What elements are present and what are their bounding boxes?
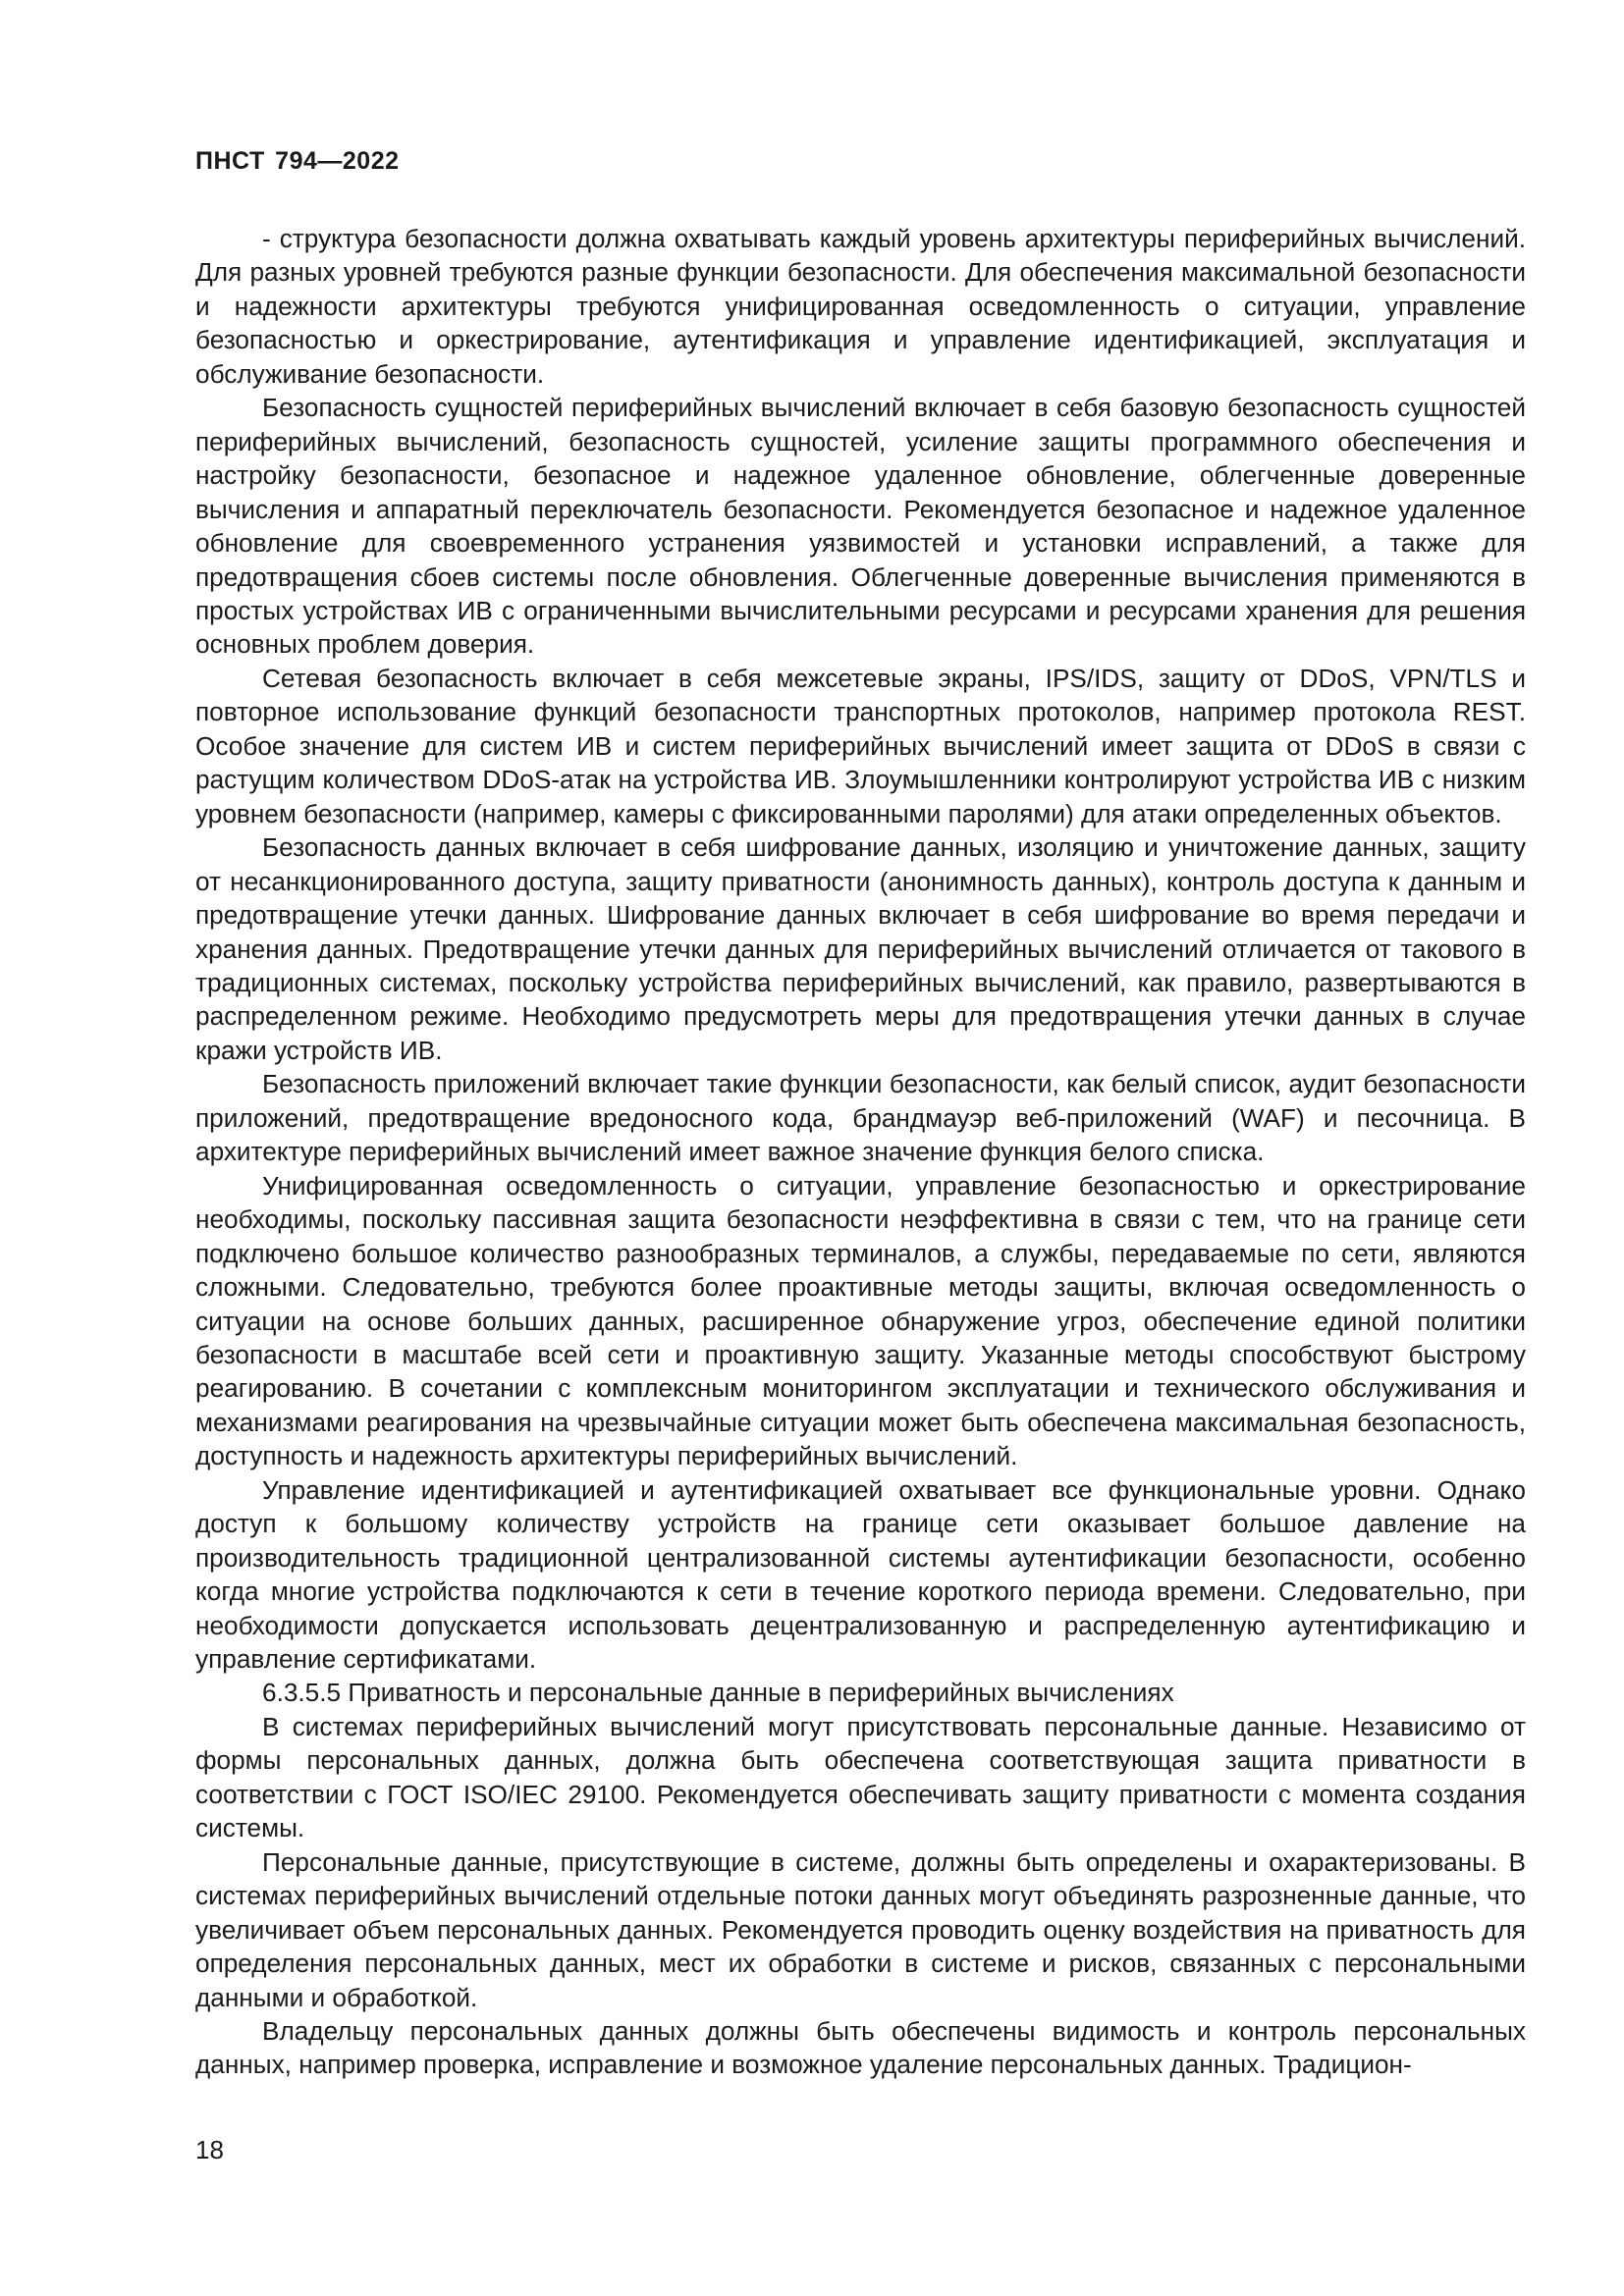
paragraph-entity-security: Безопасность сущностей периферийных вычислений включает в себя базовую безопасность сущностей периферийных вычислений, безопасность сущностей, усиление защиты программного обеспечения и настройку безопасности, безопасное и надежное удаленное обновление, облегченные доверенные вычисления и аппаратный переключатель безопасности. Рекомендуется безопасное и надежное удаленное обновление для своевременного устранения уязвимостей и установки исправлений, а также для предотвращения сбоев системы после обновления. Облегченные доверенные вычисления применяются в простых устройствах ИВ с ограниченными вычислительными ресурсами и ресурсами хранения для решения основных проблем доверия.: [195, 393, 1526, 660]
document-body: [195, 222, 1526, 2082]
paragraph-situation-awareness: Унифицированная осведомленность о ситуации, управление безопасностью и оркестрирование необходимы, поскольку пассивная защита безопасности неэффективна в связи с тем, что на границе сети подключено большое количество разнообразных терминалов, а службы, передаваемые по сети, являются сложными. Следовательно, требуются более проактивные методы защиты, включая осведомленность о ситуации на основе больших данных, расширенное обнаружение угроз, обеспечение единой политики безопасности в масштабе всей сети и проактивную защиту. Указанные методы способствуют быстрому реагированию. В сочетании с комплексным мониторингом эксплуатации и технического обслуживания и механизмами реагирования на чрезвычайные ситуации может быть обеспечена максимальная безопасность, доступность и надежность архитектуры периферийных вычислений.: [195, 1170, 1526, 1471]
section-heading-privacy: 6.3.5.5 Приватность и персональные данные в периферийных вычислениях: [262, 1678, 1174, 1708]
paragraph-application-security: Безопасность приложений включает такие функции безопасности, как белый список, аудит безопасности приложений, предотвращение вредоносного кода, брандмауэр веб-приложений (WAF) и песочница. В архитектуре периферийных вычислений имеет важное значение функция белого списка.: [195, 1069, 1526, 1167]
page-number: 18: [195, 2135, 224, 2164]
paragraph-security-structure: - структура безопасности должна охватывать каждый уровень архитектуры периферийных вычислений. Для разных уровней требуются разные функции безопасности. Для обеспечения максимальной безопасности и надежности архитектуры требуются унифицированная осведомленность о ситуации, управление безопасностью и оркестрирование, аутентификация и управление идентификацией, эксплуатация и обслуживание безопасности.: [195, 224, 1526, 389]
paragraph-data-security: Безопасность данных включает в себя шифрование данных, изоляцию и уничтожение данных, защиту от несанкционированного доступа, защиту приватности (анонимность данных), контроль доступа к данным и предотвращение утечки данных. Шифрование данных включает в себя шифрование во время передачи и хранения данных. Предотвращение утечки данных для периферийных вычислений отличается от такового в традиционных системах, поскольку устройства периферийных вычислений, как правило, развертываются в распределенном режиме. Необходимо предусмотреть меры для предотвращения утечки данных в случае кражи устройств ИВ.: [195, 832, 1526, 1065]
paragraph-network-security: Сетевая безопасность включает в себя межсетевые экраны, IPS/IDS, защиту от DDoS, VPN/TLS и повторное использование функций безопасности транспортных протоколов, например протокола REST. Особое значение для систем ИВ и систем периферийных вычислений имеет защита от DDoS в связи с растущим количеством DDoS-атак на устройства ИВ. Злоумышленники контролируют устройства ИВ с низким уровнем безопасности (например, камеры с фиксированными паролями) для атаки определенных объектов.: [195, 663, 1526, 828]
paragraph-privacy-protection: В системах периферийных вычислений могут присутствовать персональные данные. Независимо от формы персональных данных, должна быть обеспечена соответствующая защита приватности в соответствии с ГОСТ ISO/IEC 29100. Рекомендуется обеспечивать защиту приватности с момента создания системы.: [195, 1711, 1526, 1843]
paragraph-identity-management: Управление идентификацией и аутентификацией охватывает все функциональные уровни. Однако доступ к большому количеству устройств на границе сети оказывает большое давление на производительность традиционной централизованной системы аутентификации безопасности, особенно когда многие устройства подключаются к сети в течение короткого периода времени. Следовательно, при необходимости допускается использовать децентрализованную и распределенную аутентификацию и управление сертификатами.: [195, 1474, 1526, 1675]
paragraph-personal-data-identification: Персональные данные, присутствующие в системе, должны быть определены и охарактеризованы. В системах периферийных вычислений отдельные потоки данных могут объединять разрозненные данные, что увеличивает объем персональных данных. Рекомендуется проводить оценку воздействия на приватность для определения персональных данных, мест их обработки в системе и рисков, связанных с персональными данными и обработкой.: [195, 1846, 1526, 2012]
paragraph-data-owner-control: Владельцу персональных данных должны быть обеспечены видимость и контроль персональных данных, например проверка, исправление и возможное удаление персональных данных. Традицион-: [195, 2016, 1526, 2080]
standard-designation-header: ПНСТ 794—2022: [195, 147, 400, 175]
